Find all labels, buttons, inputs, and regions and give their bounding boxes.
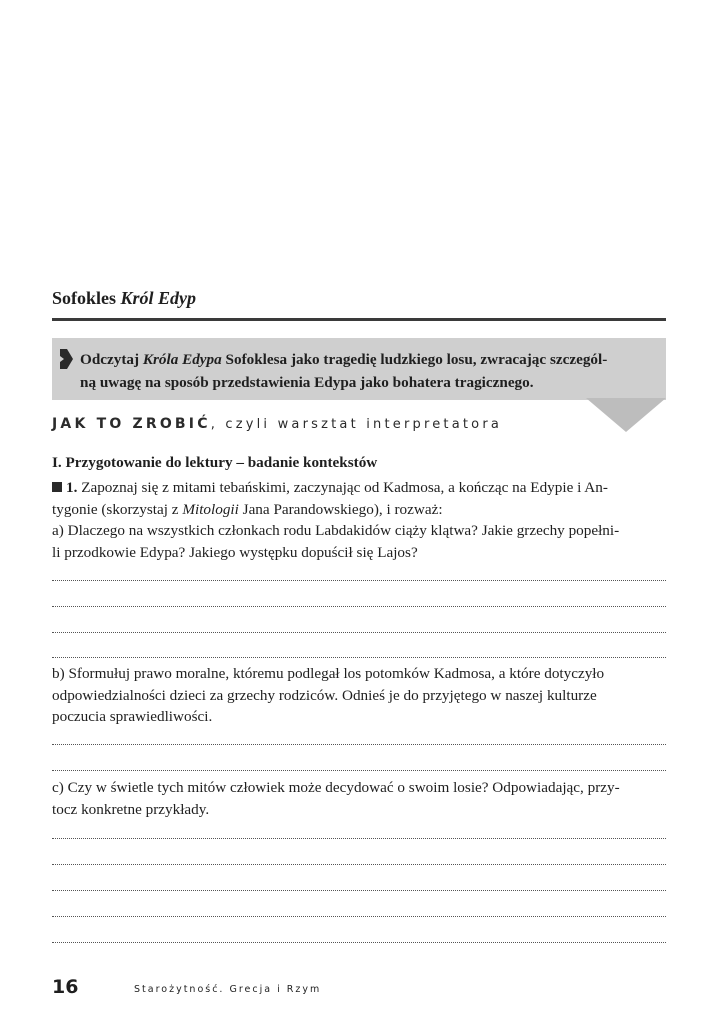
italic-title: Mitologii: [182, 500, 239, 518]
title-rule: [52, 318, 666, 321]
answer-line[interactable]: [52, 942, 666, 943]
footer-section-name: Starożytność. Grecja i Rzym: [134, 984, 322, 995]
question-c: [52, 777, 666, 820]
page-title: [52, 288, 196, 309]
author: Sofokles: [52, 288, 117, 308]
answer-line[interactable]: [52, 606, 666, 607]
pointer-arrow-icon: [58, 348, 74, 370]
answer-line[interactable]: [52, 864, 666, 865]
question-b-line: odpowiedzialności dzieci za grzechy rodziców. Odnieś je do przyjętego w naszej kulturze: [52, 686, 597, 704]
exercise-intro-line: 1. Zapoznaj się z mitami tebańskimi, zaczynając od Kadmosa, a kończąc na Edypie i An-: [52, 477, 666, 499]
square-bullet-icon: [52, 482, 62, 492]
exercise-1: [52, 477, 666, 563]
question-b: [52, 663, 666, 728]
task-line: Odczytaj Króla Edypa Sofoklesa jako tragedię ludzkiego losu, zwracając szczegól-: [80, 351, 608, 368]
section-heading-main: JAK TO ZROBIĆ: [52, 416, 211, 432]
question-c-line: tocz konkretne przykłady.: [52, 800, 210, 818]
answer-line[interactable]: [52, 838, 666, 839]
question-b-line: b) Sformułuj prawo moralne, któremu podlegał los potomków Kadmosa, a które dotyczyło: [52, 665, 605, 682]
task-line: ną uwagę na sposób przedstawienia Edypa jako bohatera tragicznego.: [80, 374, 534, 391]
work-title: Król Edyp: [120, 288, 197, 308]
task-text: [80, 348, 658, 394]
italic-title: Króla Edypa: [142, 351, 222, 368]
answer-line[interactable]: [52, 744, 666, 745]
down-arrow-icon: [586, 398, 666, 432]
answer-line[interactable]: [52, 770, 666, 771]
exercise-intro-line: tygonie (skorzystaj z Mitologii Jana Parandowskiego), i rozważ:: [52, 500, 443, 518]
answer-line[interactable]: [52, 916, 666, 917]
exercise-number: 1.: [66, 479, 78, 496]
question-c-line: c) Czy w świetle tych mitów człowiek może decydować o swoim losie? Odpowiadając, przy-: [52, 779, 620, 796]
part-heading: I. Przygotowanie do lektury – badanie kontekstów: [52, 454, 378, 471]
question-a-line: a) Dlaczego na wszystkich członkach rodu Labdakidów ciąży klątwa? Jakie grzechy popełni-: [52, 522, 620, 539]
section-heading: [52, 413, 502, 432]
question-b-line: poczucia sprawiedliwości.: [52, 708, 213, 725]
answer-line[interactable]: [52, 580, 666, 581]
answer-line[interactable]: [52, 657, 666, 658]
section-heading-sub: , czyli warsztat interpretatora: [210, 417, 503, 432]
answer-line[interactable]: [52, 890, 666, 891]
page-number: 16: [52, 976, 79, 998]
answer-line[interactable]: [52, 632, 666, 633]
question-a-line: li przodkowie Edypa? Jakiego występku dopuścił się Lajos?: [52, 543, 418, 561]
